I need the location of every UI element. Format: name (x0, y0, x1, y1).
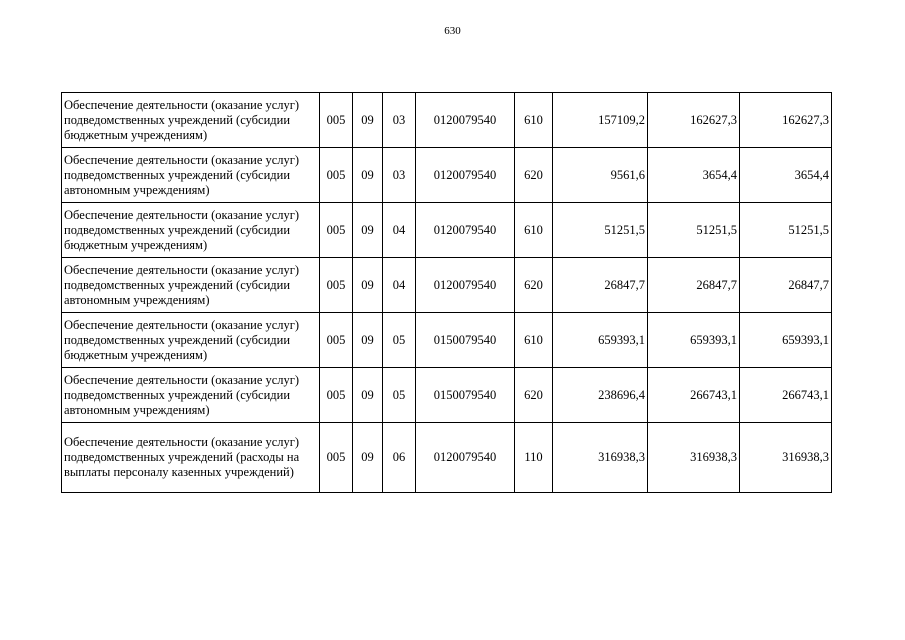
amount-1-cell: 157109,2 (553, 93, 648, 148)
expense-type-cell: 620 (515, 148, 553, 203)
section-code-cell: 09 (353, 368, 383, 423)
table-row (62, 313, 832, 368)
amount-2-cell: 162627,3 (648, 93, 740, 148)
amount-2-cell: 316938,3 (648, 423, 740, 493)
amount-1-cell: 9561,6 (553, 148, 648, 203)
ministry-code-cell: 005 (320, 148, 353, 203)
ministry-code-cell: 005 (320, 313, 353, 368)
section-code-cell: 09 (353, 203, 383, 258)
description-cell: Обеспечение деятельности (оказание услуг) подведомственных учреждений (субсидии бюджетным учреждениям) (62, 203, 320, 258)
description-cell: Обеспечение деятельности (оказание услуг) подведомственных учреждений (субсидии автономным учреждениям) (62, 148, 320, 203)
ministry-code-cell: 005 (320, 203, 353, 258)
expense-type-cell: 620 (515, 368, 553, 423)
subsection-code-cell: 04 (383, 258, 416, 313)
subsection-code-cell: 06 (383, 423, 416, 493)
amount-3-cell: 659393,1 (740, 313, 832, 368)
description-cell: Обеспечение деятельности (оказание услуг) подведомственных учреждений (субсидии бюджетным учреждениям) (62, 93, 320, 148)
section-code-cell: 09 (353, 258, 383, 313)
subsection-code-cell: 05 (383, 313, 416, 368)
amount-2-cell: 26847,7 (648, 258, 740, 313)
expense-type-cell: 620 (515, 258, 553, 313)
description-cell: Обеспечение деятельности (оказание услуг) подведомственных учреждений (субсидии автономным учреждениям) (62, 258, 320, 313)
ministry-code-cell: 005 (320, 423, 353, 493)
target-article-cell: 0120079540 (416, 423, 515, 493)
subsection-code-cell: 05 (383, 368, 416, 423)
subsection-code-cell: 04 (383, 203, 416, 258)
section-code-cell: 09 (353, 148, 383, 203)
expense-type-cell: 610 (515, 313, 553, 368)
amount-3-cell: 51251,5 (740, 203, 832, 258)
amount-1-cell: 316938,3 (553, 423, 648, 493)
expense-type-cell: 110 (515, 423, 553, 493)
table-row (62, 258, 832, 313)
target-article-cell: 0120079540 (416, 93, 515, 148)
amount-3-cell: 316938,3 (740, 423, 832, 493)
target-article-cell: 0120079540 (416, 258, 515, 313)
amount-2-cell: 3654,4 (648, 148, 740, 203)
ministry-code-cell: 005 (320, 93, 353, 148)
expense-type-cell: 610 (515, 203, 553, 258)
table-row (62, 148, 832, 203)
target-article-cell: 0150079540 (416, 313, 515, 368)
subsection-code-cell: 03 (383, 148, 416, 203)
description-cell: Обеспечение деятельности (оказание услуг) подведомственных учреждений (расходы на выплаты персоналу казенных учреждений) (62, 423, 320, 493)
section-code-cell: 09 (353, 93, 383, 148)
amount-1-cell: 26847,7 (553, 258, 648, 313)
expense-type-cell: 610 (515, 93, 553, 148)
table-row (62, 368, 832, 423)
page-number: 630 (444, 25, 461, 37)
amount-3-cell: 266743,1 (740, 368, 832, 423)
target-article-cell: 0150079540 (416, 368, 515, 423)
amount-3-cell: 162627,3 (740, 93, 832, 148)
ministry-code-cell: 005 (320, 368, 353, 423)
table-row (62, 423, 832, 493)
budget-table (61, 92, 832, 493)
description-cell: Обеспечение деятельности (оказание услуг) подведомственных учреждений (субсидии бюджетным учреждениям) (62, 313, 320, 368)
table-row (62, 203, 832, 258)
section-code-cell: 09 (353, 313, 383, 368)
subsection-code-cell: 03 (383, 93, 416, 148)
amount-2-cell: 659393,1 (648, 313, 740, 368)
amount-2-cell: 51251,5 (648, 203, 740, 258)
target-article-cell: 0120079540 (416, 203, 515, 258)
amount-1-cell: 51251,5 (553, 203, 648, 258)
section-code-cell: 09 (353, 423, 383, 493)
description-cell: Обеспечение деятельности (оказание услуг) подведомственных учреждений (субсидии автономным учреждениям) (62, 368, 320, 423)
amount-2-cell: 266743,1 (648, 368, 740, 423)
amount-3-cell: 3654,4 (740, 148, 832, 203)
target-article-cell: 0120079540 (416, 148, 515, 203)
table-row (62, 93, 832, 148)
amount-1-cell: 238696,4 (553, 368, 648, 423)
amount-1-cell: 659393,1 (553, 313, 648, 368)
ministry-code-cell: 005 (320, 258, 353, 313)
amount-3-cell: 26847,7 (740, 258, 832, 313)
